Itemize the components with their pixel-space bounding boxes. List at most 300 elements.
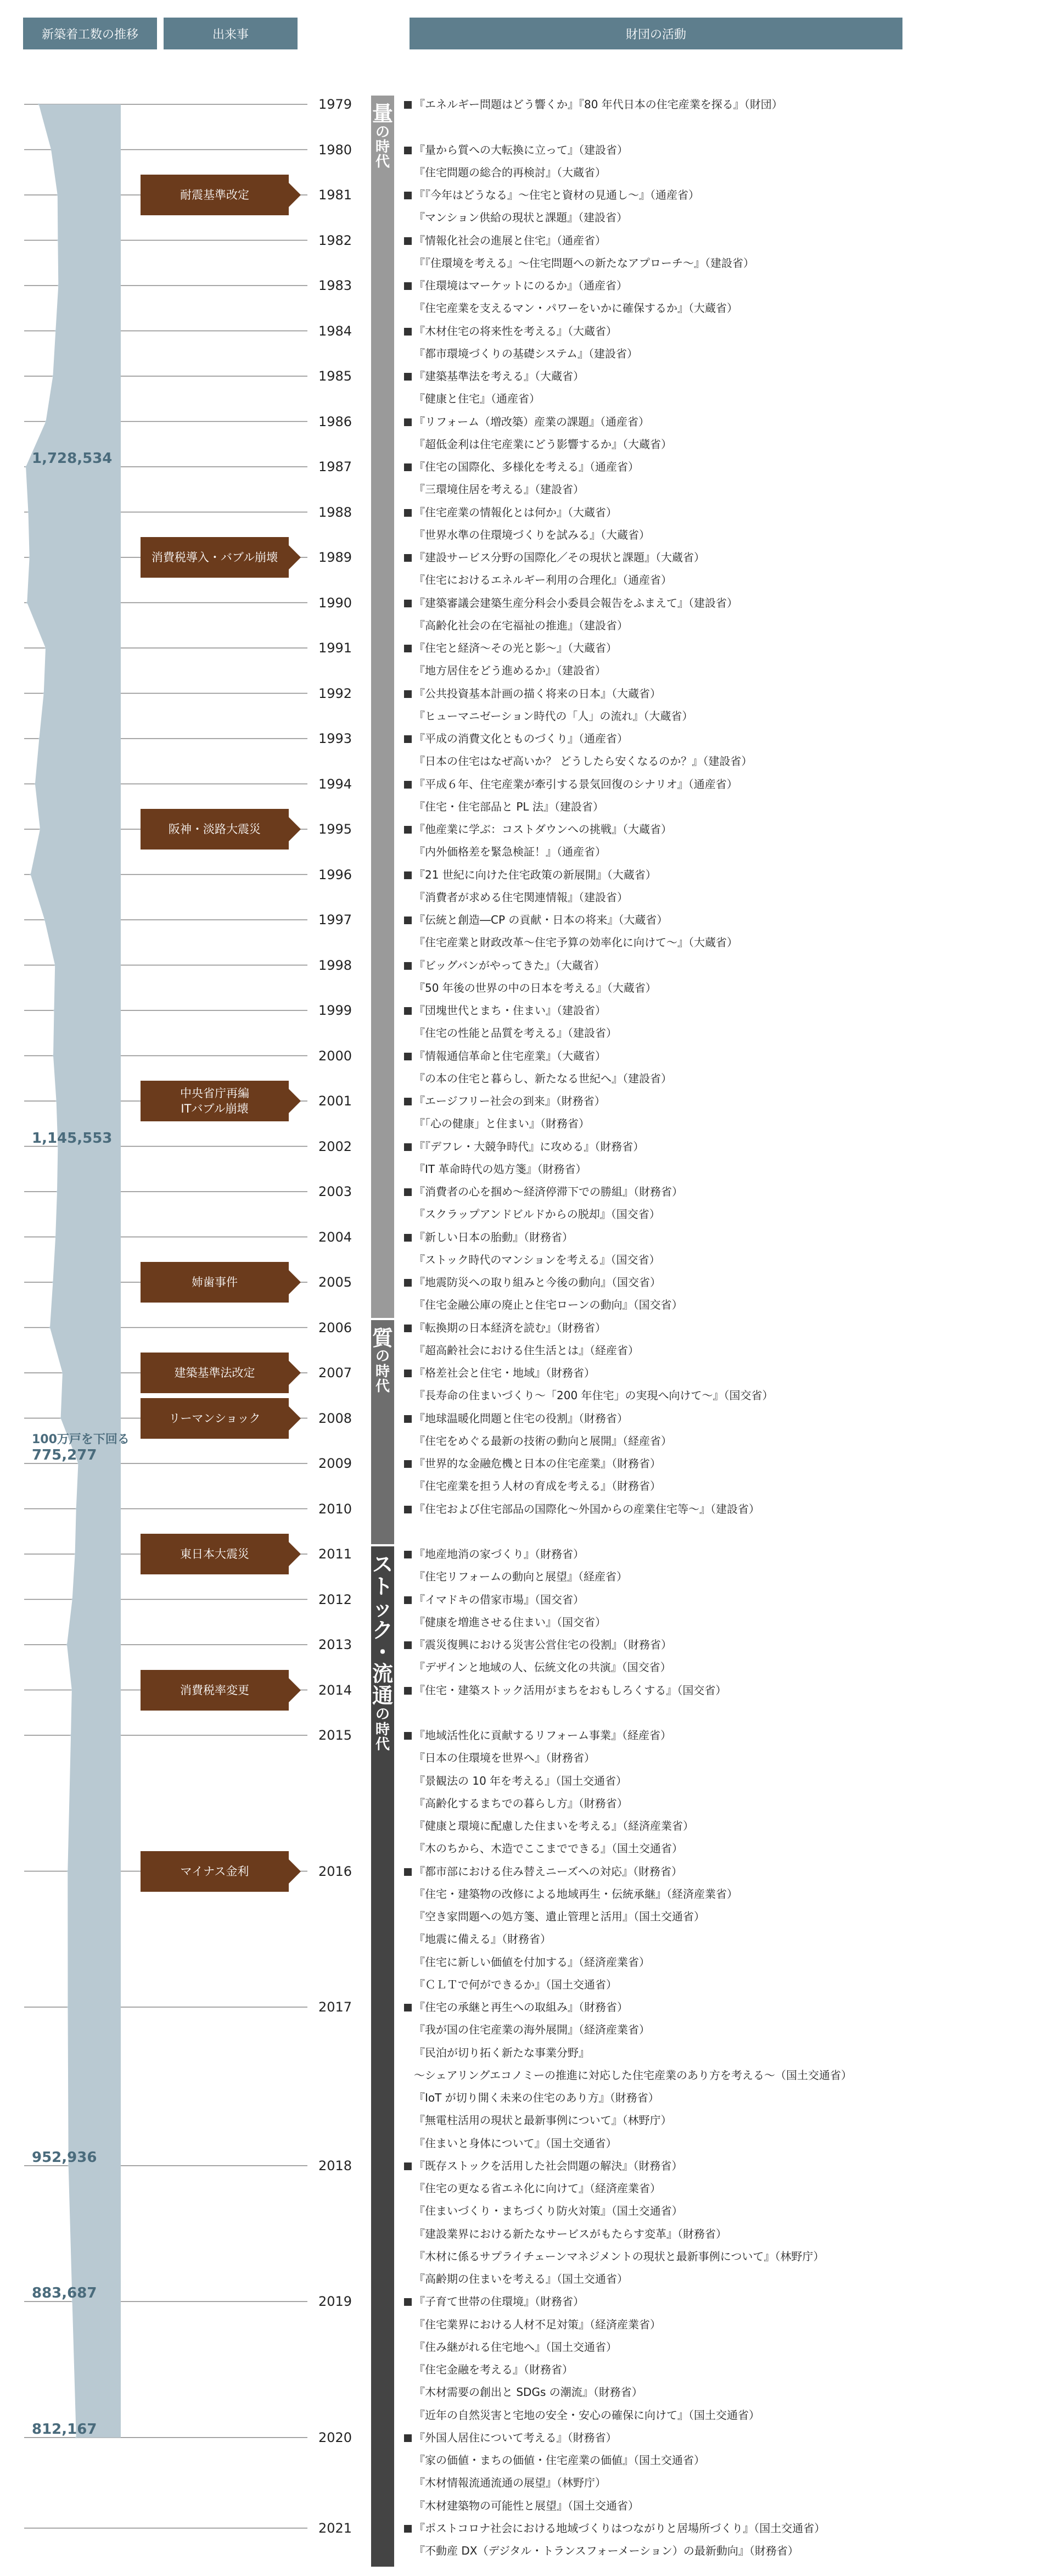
activity-text: 『高齢化するまちでの暮らし方』（財務省） (414, 1796, 628, 1810)
activity-item (404, 1003, 606, 1018)
activity-text: 『都市部における住み替えニーズへの対応』（財務省） (414, 1864, 682, 1878)
square-bullet-icon (404, 1370, 412, 1377)
activity-text: 『住宅リフォームの動向と展望』（経産省） (414, 1570, 627, 1584)
event-box (141, 1534, 289, 1574)
activity-item (404, 1841, 683, 1856)
activity-item (404, 2543, 799, 2558)
activity-item (404, 2475, 606, 2490)
activity-text: 『住宅・住宅部品と PL 法』（建設省） (414, 800, 604, 813)
activity-text: 『建設業界における新たなサービスがもたらす変革』（財務省） (414, 2227, 727, 2240)
activity-item (404, 300, 738, 316)
year-label: 2016 (318, 1863, 352, 1879)
activity-item (404, 255, 754, 271)
event-label: 阪神・淡路大震災 (169, 823, 261, 836)
housing-starts-point (55, 330, 57, 332)
square-bullet-icon (404, 328, 412, 336)
activity-item (404, 2362, 573, 2377)
activity-text: 『住環境はマーケットにのるか』（通産省） (414, 279, 627, 292)
year-label: 1998 (318, 957, 352, 973)
activity-item (404, 595, 738, 611)
activity-text: 『地球温暖化問題と住宅の役割』（財務省） (414, 1411, 628, 1425)
square-bullet-icon (404, 418, 412, 426)
activity-text: 『エネルギー問題はどう響くか』『80 年代日本の住宅産業を探る』（財団） (414, 98, 783, 111)
event-label: ITバブル崩壊 (181, 1102, 249, 1115)
era-char: 時 (375, 139, 390, 156)
era-char: 代 (375, 154, 390, 171)
activity-item (404, 1478, 661, 1494)
activity-text: 『子育て世帯の住環境』（財務省） (414, 2295, 584, 2309)
year-label: 1994 (318, 776, 352, 792)
housing-starts-point (57, 239, 59, 241)
housing-starts-point (51, 149, 52, 150)
housing-starts-point (39, 829, 41, 830)
housing-starts-point (45, 421, 47, 422)
activity-text: 『住宅産業を担う人材の育成を考える』（財務省） (414, 1479, 661, 1493)
activity-text: 『住宅をめぐる最新の技術の動向と展開』（経産省） (414, 1434, 672, 1448)
year-label: 1991 (318, 640, 352, 656)
activity-item (404, 1297, 683, 1312)
year-label: 2005 (318, 1275, 352, 1290)
activity-text: 『住宅の性能と品質を考える』（建設省） (414, 1026, 617, 1040)
year-label: 2018 (318, 2158, 352, 2173)
activity-item (404, 912, 668, 927)
square-bullet-icon (404, 871, 412, 879)
activity-item (404, 799, 604, 814)
activity-text: 『伝統と創造―CP の貢献・日本の将来』（大蔵省） (414, 913, 668, 926)
square-bullet-icon (404, 237, 412, 245)
value-label: 775,277 (32, 1447, 97, 1463)
housing-starts-point (49, 1327, 51, 1328)
square-bullet-icon (404, 2004, 412, 2011)
year-label: 1990 (318, 595, 352, 611)
activity-text: 『木のちから、木造でここまでできる』（国土交通省） (414, 1842, 683, 1856)
event-label: 建築基準法改定 (174, 1366, 255, 1379)
activity-text: 『「心の健康」と住まい』（財務省） (414, 1117, 590, 1131)
activity-text: 『ポストコロナ社会における地域づくりはつながりと居場所づくり』（国土交通省） (414, 2521, 826, 2535)
activity-item (404, 844, 606, 859)
activity-item (404, 233, 606, 248)
event-label: 中央省庁再編 (180, 1087, 249, 1100)
square-bullet-icon (404, 1506, 412, 1513)
era-char: の (375, 1706, 390, 1723)
activity-text: 『21 世紀に向けた住宅政策の新展開』（大蔵省） (414, 868, 657, 881)
square-bullet-icon (404, 1868, 412, 1876)
square-bullet-icon (404, 917, 412, 924)
year-label: 1999 (318, 1003, 352, 1018)
activity-item (404, 2158, 682, 2173)
activity-item (404, 2521, 825, 2536)
event-label: 消費税率変更 (180, 1683, 249, 1697)
activity-item (404, 1343, 639, 1358)
square-bullet-icon (404, 2434, 412, 2442)
era-char: ッ (372, 1596, 393, 1621)
activity-item (404, 1388, 773, 1403)
event-label: 東日本大震災 (180, 1547, 249, 1561)
activity-item (404, 2294, 584, 2309)
year-label: 1997 (318, 912, 352, 927)
year-label: 2009 (318, 1456, 352, 1471)
activity-item (404, 391, 540, 406)
activity-text: 『建設サービス分野の国際化／その現状と課題』（大蔵省） (414, 551, 705, 564)
activity-text: 『超低金利は住宅産業にどう影響するか』（大蔵省） (414, 437, 672, 451)
value-label: 1,145,553 (32, 1130, 113, 1147)
activity-item (404, 2384, 643, 2400)
activity-text: 『日本の住宅はなぜ高いか？ どうしたら安くなるのか？』（建設省） (414, 755, 753, 768)
year-label: 2014 (318, 1682, 352, 1698)
housing-starts-point (29, 557, 30, 558)
event-box (141, 1398, 289, 1439)
square-bullet-icon (404, 192, 412, 199)
activity-item (404, 1071, 672, 1086)
year-label: 1983 (318, 278, 352, 293)
year-label: 1988 (318, 504, 352, 520)
activity-item (404, 1546, 584, 1562)
event-box (141, 1670, 289, 1711)
activity-text: 『住宅金融を考える』（財務省） (414, 2363, 573, 2376)
activity-text: 『平成６年、住宅産業が牽引する景気回復のシナリオ』（通産省） (414, 777, 738, 791)
housing-starts-point (30, 874, 31, 875)
housing-starts-point (34, 783, 36, 785)
activity-item (404, 2090, 659, 2105)
value-label: 1,728,534 (32, 450, 113, 467)
activity-text: 『不動産 DX（デジタル・トランスフォーメーション）の最新動向』（財務省） (414, 2544, 799, 2557)
era-char: 量 (372, 102, 393, 126)
era-char: 通 (372, 1684, 393, 1708)
event-box (141, 1353, 289, 1393)
event-label: 姉歯事件 (192, 1276, 238, 1289)
activity-text: 『住宅・建築ストック活用がまちをおもしろくする』（国交省） (414, 1683, 727, 1697)
activity-item (404, 459, 639, 474)
activity-text: 『世界的な金融危機と日本の住宅産業』（財務省） (414, 1457, 661, 1470)
square-bullet-icon (404, 2298, 412, 2306)
activity-text: 『日本の住環境を世界へ』（財務省） (414, 1751, 595, 1765)
activity-text: 『既存ストックを活用した社会問題の解決』（財務省） (414, 2159, 683, 2172)
activity-item (404, 1139, 644, 1154)
housing-starts-point (52, 1282, 54, 1283)
era-band (371, 1320, 394, 1545)
activity-item (404, 482, 584, 497)
era-band (371, 1546, 394, 2567)
year-label: 1982 (318, 232, 352, 248)
housing-starts-point (74, 1554, 76, 1555)
activity-text: 『建築審議会建築生産分科会小委員会報告をふまえて』（建設省） (414, 596, 738, 610)
header-starts: 新築着工数の推移 (23, 18, 157, 49)
activity-item (404, 958, 605, 973)
activity-item (404, 1659, 671, 1675)
activity-text: 『住宅金融公庫の廃止と住宅ローンの動向』（国交省） (414, 1298, 683, 1312)
square-bullet-icon (404, 463, 412, 471)
housing-starts-point (71, 1599, 73, 1600)
year-label: 2003 (318, 1184, 352, 1199)
activity-text: 『健康と住宅』（通産省） (414, 392, 540, 406)
activity-item (404, 980, 657, 996)
year-label: 1980 (318, 142, 352, 158)
activity-text: 『住宅および住宅部品の国際化～外国からの産業住宅等～』（建設省） (414, 1502, 760, 1516)
event-box (141, 175, 289, 215)
square-bullet-icon (404, 1098, 412, 1105)
activity-text: 『スクラップアンドビルドからの脱却』（国交省） (414, 1208, 660, 1221)
year-label: 2012 (318, 1591, 352, 1607)
activity-item (404, 2430, 617, 2445)
era-char: 流 (372, 1662, 393, 1686)
activity-item (404, 1116, 590, 1131)
era-char: ト (372, 1574, 393, 1599)
era-char: ク (372, 1618, 393, 1642)
value-label: 952,936 (32, 2149, 97, 2166)
event-label: マイナス金利 (180, 1864, 249, 1878)
activity-item (404, 1864, 682, 1879)
activity-item (404, 618, 628, 633)
activity-text: 『『住環境を考える』～住宅問題への新たなアプローチ～』（建設省） (414, 256, 754, 270)
housing-starts-point (54, 964, 56, 966)
activity-text: 『ヒューマニゼーション時代の「人」の流れ』（大蔵省） (414, 709, 693, 723)
activity-item (404, 776, 738, 792)
activity-text: 『住宅におけるエネルギー利用の合理化』（通産省） (414, 573, 672, 587)
event-label: リーマンショック (169, 1411, 261, 1425)
housing-starts-point (44, 919, 46, 921)
square-bullet-icon (404, 690, 412, 698)
year-label: 2020 (318, 2429, 352, 2445)
activity-item (404, 1365, 595, 1381)
year-label: 2015 (318, 1728, 352, 1743)
year-label: 1984 (318, 323, 352, 339)
event-box (141, 1081, 289, 1121)
activity-text: 『住宅と経済～その光と影～』（大蔵省） (414, 641, 617, 655)
square-bullet-icon (404, 1188, 412, 1196)
activity-item (404, 731, 628, 746)
era-char: 時 (375, 1721, 390, 1738)
activity-text: 『地震に備える』（財務省） (414, 1932, 551, 1946)
era-char: ス (372, 1552, 393, 1577)
year-label: 2017 (318, 1999, 352, 2015)
activity-item (404, 210, 627, 225)
activity-text: 『『デフレ・大競争時代』に攻める』（財務省） (414, 1139, 644, 1153)
housing-starts-point (38, 104, 40, 105)
square-bullet-icon (404, 1415, 412, 1423)
year-label: 2011 (318, 1546, 352, 1562)
square-bullet-icon (404, 101, 412, 109)
activity-text: 『高齢化社会の在宅福祉の推進』（建設省） (414, 618, 628, 632)
era-char: の (375, 1348, 390, 1365)
activity-text: 『地方居住をどう進めるか』（建設省） (414, 664, 606, 678)
activity-text: ～シェアリングエコノミーの推進に対応した住宅産業のあり方を考える～（国土交通省） (414, 2068, 852, 2082)
housing-starts-point (75, 1508, 77, 1510)
activity-text: 『無電柱活用の現状と最新事例について』（林野庁） (414, 2114, 672, 2127)
activity-text: 『我が国の住宅産業の海外展開』（経済産業省） (414, 2023, 650, 2037)
housing-starts-point (61, 1372, 63, 1374)
housing-starts-point (66, 1644, 68, 1646)
activity-text: 『超高齢社会における住生活とは』（経産省） (414, 1343, 639, 1357)
activity-text: 『木材建築物の可能性と展望』（国土交通省） (414, 2499, 639, 2512)
event-box (141, 1851, 289, 1892)
activity-item (404, 2452, 705, 2468)
activity-item (404, 1909, 705, 1924)
activity-item (404, 505, 617, 520)
square-bullet-icon (404, 2525, 412, 2533)
activity-text: 『情報通信革命と住宅産業』（大蔵省） (414, 1049, 606, 1063)
year-label: 1987 (318, 459, 352, 474)
activity-item (404, 97, 783, 112)
activity-text: 『三環境住居を考える』（建設省） (414, 483, 584, 496)
activity-item (404, 1093, 605, 1109)
year-label: 2008 (318, 1410, 352, 1426)
activity-text: 『住宅業界における人材不足対策』（経済産業省） (414, 2317, 661, 2331)
housing-starts-point (43, 692, 44, 694)
event-label: 消費税導入・バブル崩壊 (151, 551, 278, 564)
activity-item (404, 753, 752, 769)
activity-item (404, 1252, 660, 1267)
activity-text: 『エージフリー社会の到来』（財務省） (414, 1094, 605, 1108)
activity-item (404, 822, 672, 837)
activity-text: 『他産業に学ぶ：コストダウンへの挑戦』（大蔵省） (414, 823, 672, 836)
activity-text: 『住宅・建築物の改修による地域再生・伝統承継』（経済産業省） (414, 1887, 738, 1901)
activity-item (404, 572, 672, 588)
activity-text: 『公共投資基本計画の描く将来の日本』（大蔵省） (414, 686, 661, 700)
activity-item (404, 1501, 760, 1517)
activity-item (404, 1614, 606, 1630)
activity-text: 『高齢期の住まいを考える』（国土交通省） (414, 2272, 628, 2286)
activity-item (404, 414, 649, 429)
square-bullet-icon (404, 1596, 412, 1604)
activity-text: 『景観法の 10 年を考える』（国土交通省） (414, 1774, 627, 1787)
activity-item (404, 1977, 617, 1992)
activity-text: 『地域活性化に貢献するリフォーム事業』（経産省） (414, 1729, 671, 1742)
activity-text: 『長寿命の住まいづくり～「200 年住宅」の実現へ向けて～』（国交省） (414, 1389, 773, 1402)
square-bullet-icon (404, 1551, 412, 1558)
square-bullet-icon (404, 554, 412, 562)
year-label: 2001 (318, 1093, 352, 1109)
activity-text: 『住宅に新しい価値を付加する』（経済産業省） (414, 1955, 650, 1969)
activity-text: 『住宅の更なる省エネ化に向けて』（経済産業省） (414, 2182, 661, 2195)
activity-text: 『ビッグバンがやってきた』（大蔵省） (414, 958, 605, 972)
activity-text: 『地震防災への取り組みと今後の動向』（国交省） (414, 1276, 661, 1289)
housing-starts-point (67, 1870, 69, 1872)
activity-item (404, 1728, 671, 1743)
activity-text: 『外国人居住について考える』（財務省） (414, 2430, 617, 2444)
housing-starts-point (60, 1417, 61, 1419)
activity-item (404, 1773, 627, 1789)
housing-starts-point (55, 1236, 57, 1238)
activity-item (404, 1886, 738, 1902)
activity-text: 『団塊世代とまち・住まい』（建設省） (414, 1004, 606, 1017)
activity-text: 『転換期の日本経済を読む』（財務省） (414, 1321, 606, 1334)
activity-item (404, 2136, 617, 2151)
header-activities: 財団の活動 (410, 18, 902, 49)
year-label: 2013 (318, 1637, 352, 1652)
activity-text: 『住まいづくり・まちづくり防火対策』（国土交通省） (414, 2204, 683, 2218)
activity-item (404, 2203, 683, 2219)
square-bullet-icon (404, 509, 412, 517)
activity-text: 『量から質への大転換に立って』（建設省） (414, 143, 628, 157)
year-label: 2019 (318, 2294, 352, 2310)
activity-text: 『新しい日本の胎動』（財務省） (414, 1230, 573, 1244)
activity-text: 『IoT が切り開く未来の住宅のあり方』（財務省） (414, 2091, 659, 2104)
activity-text: 『木材住宅の将来性を考える』（大蔵省） (414, 324, 617, 338)
activity-item (404, 1796, 628, 1811)
year-label: 2006 (318, 1320, 352, 1336)
activity-text: 『住宅産業を支えるマン・パワーをいかに確保するか』（大蔵省） (414, 301, 738, 315)
housing-starts-point (25, 466, 27, 468)
activity-item (404, 890, 628, 905)
event-box (141, 537, 289, 578)
activity-item (404, 1954, 650, 1970)
activity-text: 『情報化社会の進展と住宅』（通産省） (414, 233, 606, 247)
year-label: 1992 (318, 685, 352, 701)
activity-text: 『50 年後の世界の中の日本を考える』（大蔵省） (414, 981, 657, 994)
activity-item (404, 935, 738, 950)
square-bullet-icon (404, 735, 412, 743)
activity-item (404, 686, 661, 701)
activity-item (404, 1818, 694, 1834)
event-box (141, 809, 289, 850)
activity-text: 『住宅産業と財政改革～住宅予算の効率化に向けて～』（大蔵省） (414, 936, 738, 949)
activity-text: 『住宅の国際化、多様化を考える』（通産省） (414, 460, 639, 473)
activity-item (404, 1433, 672, 1449)
activity-item (404, 1931, 551, 1947)
activity-text: 『IT 革命時代の処方箋』（財務省） (414, 1162, 587, 1176)
activity-item (404, 1275, 661, 1290)
era-char: 質 (372, 1326, 393, 1350)
square-bullet-icon (404, 1460, 412, 1468)
activity-item (404, 2339, 617, 2355)
era-char: の (375, 124, 390, 141)
housing-starts-point (38, 738, 40, 740)
year-label: 2002 (318, 1138, 352, 1154)
square-bullet-icon (404, 600, 412, 607)
year-label: 1981 (318, 187, 352, 203)
square-bullet-icon (404, 645, 412, 652)
year-label: 1995 (318, 822, 352, 837)
activity-item (404, 2022, 650, 2037)
activity-text: 『格差社会と住宅・地域』（財務省） (414, 1366, 595, 1379)
housing-starts-point (44, 647, 46, 649)
housing-starts-point (55, 1100, 57, 1102)
activity-item (404, 437, 672, 452)
activity-item (404, 2113, 672, 2128)
activity-text: 『の本の住宅と暮らし、新たなる世紀へ』（建設省） (414, 1071, 672, 1085)
event-label: 耐震基準改定 (180, 188, 249, 202)
activity-text: 『ストック時代のマンションを考える』（国交省） (414, 1253, 660, 1266)
activity-text: 『世界水準の住環境づくりを試みる』（大蔵省） (414, 528, 650, 541)
activity-item (404, 2181, 661, 2196)
activity-item (404, 2067, 852, 2083)
activity-text: 『デザインと地域の人、伝統文化の共演』（国交省） (414, 1661, 671, 1674)
activity-item (404, 550, 705, 565)
housing-starts-point (53, 1055, 54, 1057)
activity-item (404, 368, 584, 384)
year-label: 1989 (318, 550, 352, 565)
square-bullet-icon (404, 781, 412, 789)
activity-text: 『民泊が切り拓く新たな事業分野』 (414, 2046, 590, 2059)
era-char: 時 (375, 1363, 390, 1380)
activity-item (404, 2317, 661, 2332)
square-bullet-icon (404, 1279, 412, 1287)
activity-text: 『『今年はどうなる』～住宅と資材の見通し～』（通産省） (414, 188, 699, 202)
housing-starts-point (71, 1689, 72, 1691)
activity-text: 『木材情報流通流通の展望』（林野庁） (414, 2476, 606, 2490)
activity-item (404, 278, 627, 293)
housing-starts-point (27, 511, 29, 513)
activity-item (404, 1025, 617, 1041)
housing-starts-point (53, 1010, 55, 1012)
activity-item (404, 1569, 627, 1584)
activity-text: 『震災復興における災害公営住宅の役割』（財務省） (414, 1638, 672, 1651)
value-label: 812,167 (32, 2421, 97, 2438)
activity-text: 『住み継がれる住宅地へ』（国土交通省） (414, 2340, 617, 2354)
housing-starts-point (56, 1191, 58, 1193)
activity-text: 『健康と環境に配慮した住まいを考える』（経済産業省） (414, 1819, 694, 1832)
activity-text: 『住宅問題の総合的再検討』（大蔵省） (414, 165, 606, 179)
